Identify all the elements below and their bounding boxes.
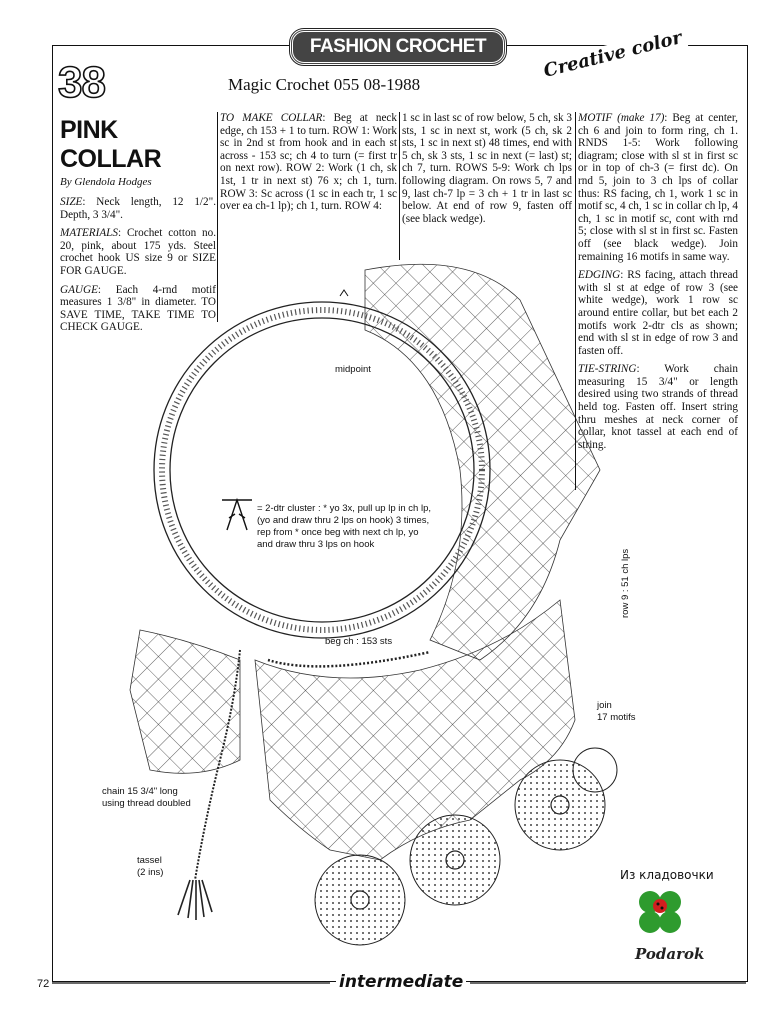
clover-ladybug-icon <box>639 891 681 933</box>
motif-1 <box>410 815 500 905</box>
watermark-signature: Podarok <box>635 945 705 963</box>
tie-string-text: : Work chain measuring 15 3/4" or length desired using two strands of thread held tog. Fasten off. Insert string thru meshes at neck corner of collar, knot tassel at each end of string. <box>578 363 738 451</box>
edging-text: : RS facing, attach thread with sl st at edge of row 3 (see white wedge), work 1 row sc around entire collar, but bet each 2 motifs work 2-dtr cls as shown; end with sl st in edge of row 3 and fasten off. <box>578 269 738 357</box>
source-caption: Magic Crochet 055 08-1988 <box>228 75 421 94</box>
midpoint-label: midpoint <box>335 364 371 375</box>
mesh-left <box>130 630 240 773</box>
motif-label: MOTIF (make 17) <box>578 112 665 124</box>
gauge-label: GAUGE <box>60 283 98 296</box>
materials-text: : Crochet cotton no. 20, pink, about 175 yds. Steel crochet hook US size 9 or SIZE FOR GAUGE. <box>60 227 216 277</box>
pattern-title <box>60 116 161 174</box>
title-line-1: PINK <box>60 116 118 144</box>
chain-label-line-1: chain 15 3/4" long <box>102 786 178 797</box>
to-make-text: : Beg at neck edge, ch 153 + 1 to turn. ROW 1: Work sc in 2nd st from hook and in each st across - 153 sc; ch 4 to turn (= first tr on next row). ROW 2: Work (1 ch, sk 1st, 1 tr in next st) 76 x; ch 1, turn. ROW 3: Sc across (1 sc in each tr, 1 sc over ea ch-1 lp); ch 1, turn. ROW 4: <box>220 112 397 213</box>
midpoint-marker <box>340 290 348 296</box>
beginning-chain <box>268 652 430 666</box>
materials-paragraph <box>60 227 216 277</box>
author-byline: By Glendola Hodges <box>60 176 152 188</box>
creative-color-tagline: Creative color <box>538 26 688 83</box>
size-paragraph <box>60 196 216 221</box>
rows-paragraph: 1 sc in last sc of row below, 5 ch, sk 3 sts, 1 sc in next st, work (5 ch, sk 2 sts, 1 sc in next st) 48 times, end with 5 ch, sk 3 sts, 1 sc in next (= last) st; ch 7, turn. ROWS 5-9: Work ch lps following diagram. On rows 5, 7 and 9, last ch-7 lp = 3 ch + 1 tr in last sc below. At end of row 9, fasten off (see black wedge). <box>402 112 572 225</box>
materials-label: MATERIALS <box>60 227 119 240</box>
pattern-number: 38 <box>58 58 105 107</box>
tassel-label-line-2: (2 ins) <box>137 867 164 878</box>
row-9-label: row 9 : 51 ch lps <box>620 548 631 618</box>
tassel-label <box>137 855 163 879</box>
gauge-paragraph <box>60 284 216 334</box>
join-label-line-2: 17 motifs <box>597 712 636 723</box>
chain-label-line-2: using thread doubled <box>102 798 191 809</box>
motif-2 <box>315 855 405 945</box>
tassel-label-line-1: tassel <box>137 855 162 866</box>
gauge-text: : Each 4-rnd motif measures 1 3/8" in diameter. TO SAVE TIME, TAKE TIME TO CHECK GAUGE. <box>60 283 216 334</box>
chain-label <box>102 786 191 810</box>
instructions-column-3 <box>578 112 738 457</box>
size-text: : Neck length, 12 1/2". Depth, 3 3/4". <box>60 196 216 221</box>
watermark-caption: Из кладовочки <box>620 868 714 882</box>
motif-text: : Beg at center, ch 6 and join to form ring, ch 1. RNDS 1-5: Work following diagram; close with sl st in first sc or in top of ch-3 (= first dc). On rnd 5, join to 3 ch lps of collar thus: RS facing, ch 1, work 1 sc in motif sc, 4 ch, 1 sc in collar ch lp, 4 ch, 1 sc in motif sc, cont with rnd 5; close with sl st in first sc. Fasten off (see black wedge). Join remaining 16 motifs in same way. <box>578 112 739 263</box>
size-label: SIZE <box>60 196 83 208</box>
cluster-symbol <box>222 500 252 530</box>
section-banner: FASHION CROCHET <box>290 29 506 65</box>
skill-level-badge: intermediate <box>336 972 466 992</box>
specs-column <box>60 196 216 340</box>
column-rule-1 <box>217 112 218 322</box>
join-label-line-1: join <box>597 700 612 711</box>
title-line-2: COLLAR <box>60 145 162 173</box>
page-number: 72 <box>37 978 50 990</box>
cluster-definition: = 2-dtr cluster : * yo 3x, pull up lp in ch lp, (yo and draw thru 2 lps on hook) 3 times, rep from * once beg with next ch lp, yo and draw thru 3 lps on hook <box>257 503 431 550</box>
edging-label: EDGING <box>578 269 621 282</box>
tie-string-label: TIE-STRING <box>578 363 637 376</box>
motif-paragraph <box>578 112 738 263</box>
column-rule-3 <box>575 112 576 490</box>
join-motifs-label <box>597 700 636 724</box>
column-rule-2 <box>399 112 400 260</box>
edging-paragraph <box>578 269 738 357</box>
instructions-column-2 <box>402 112 572 231</box>
tie-string-paragraph <box>578 363 738 451</box>
to-make-label: TO MAKE COLLAR <box>220 112 323 124</box>
to-make-paragraph <box>220 112 397 213</box>
tassel-threads <box>178 880 212 920</box>
beginning-chain-label: beg ch : 153 sts <box>325 636 393 647</box>
motif-3 <box>515 760 605 850</box>
instructions-column-1 <box>220 112 397 219</box>
